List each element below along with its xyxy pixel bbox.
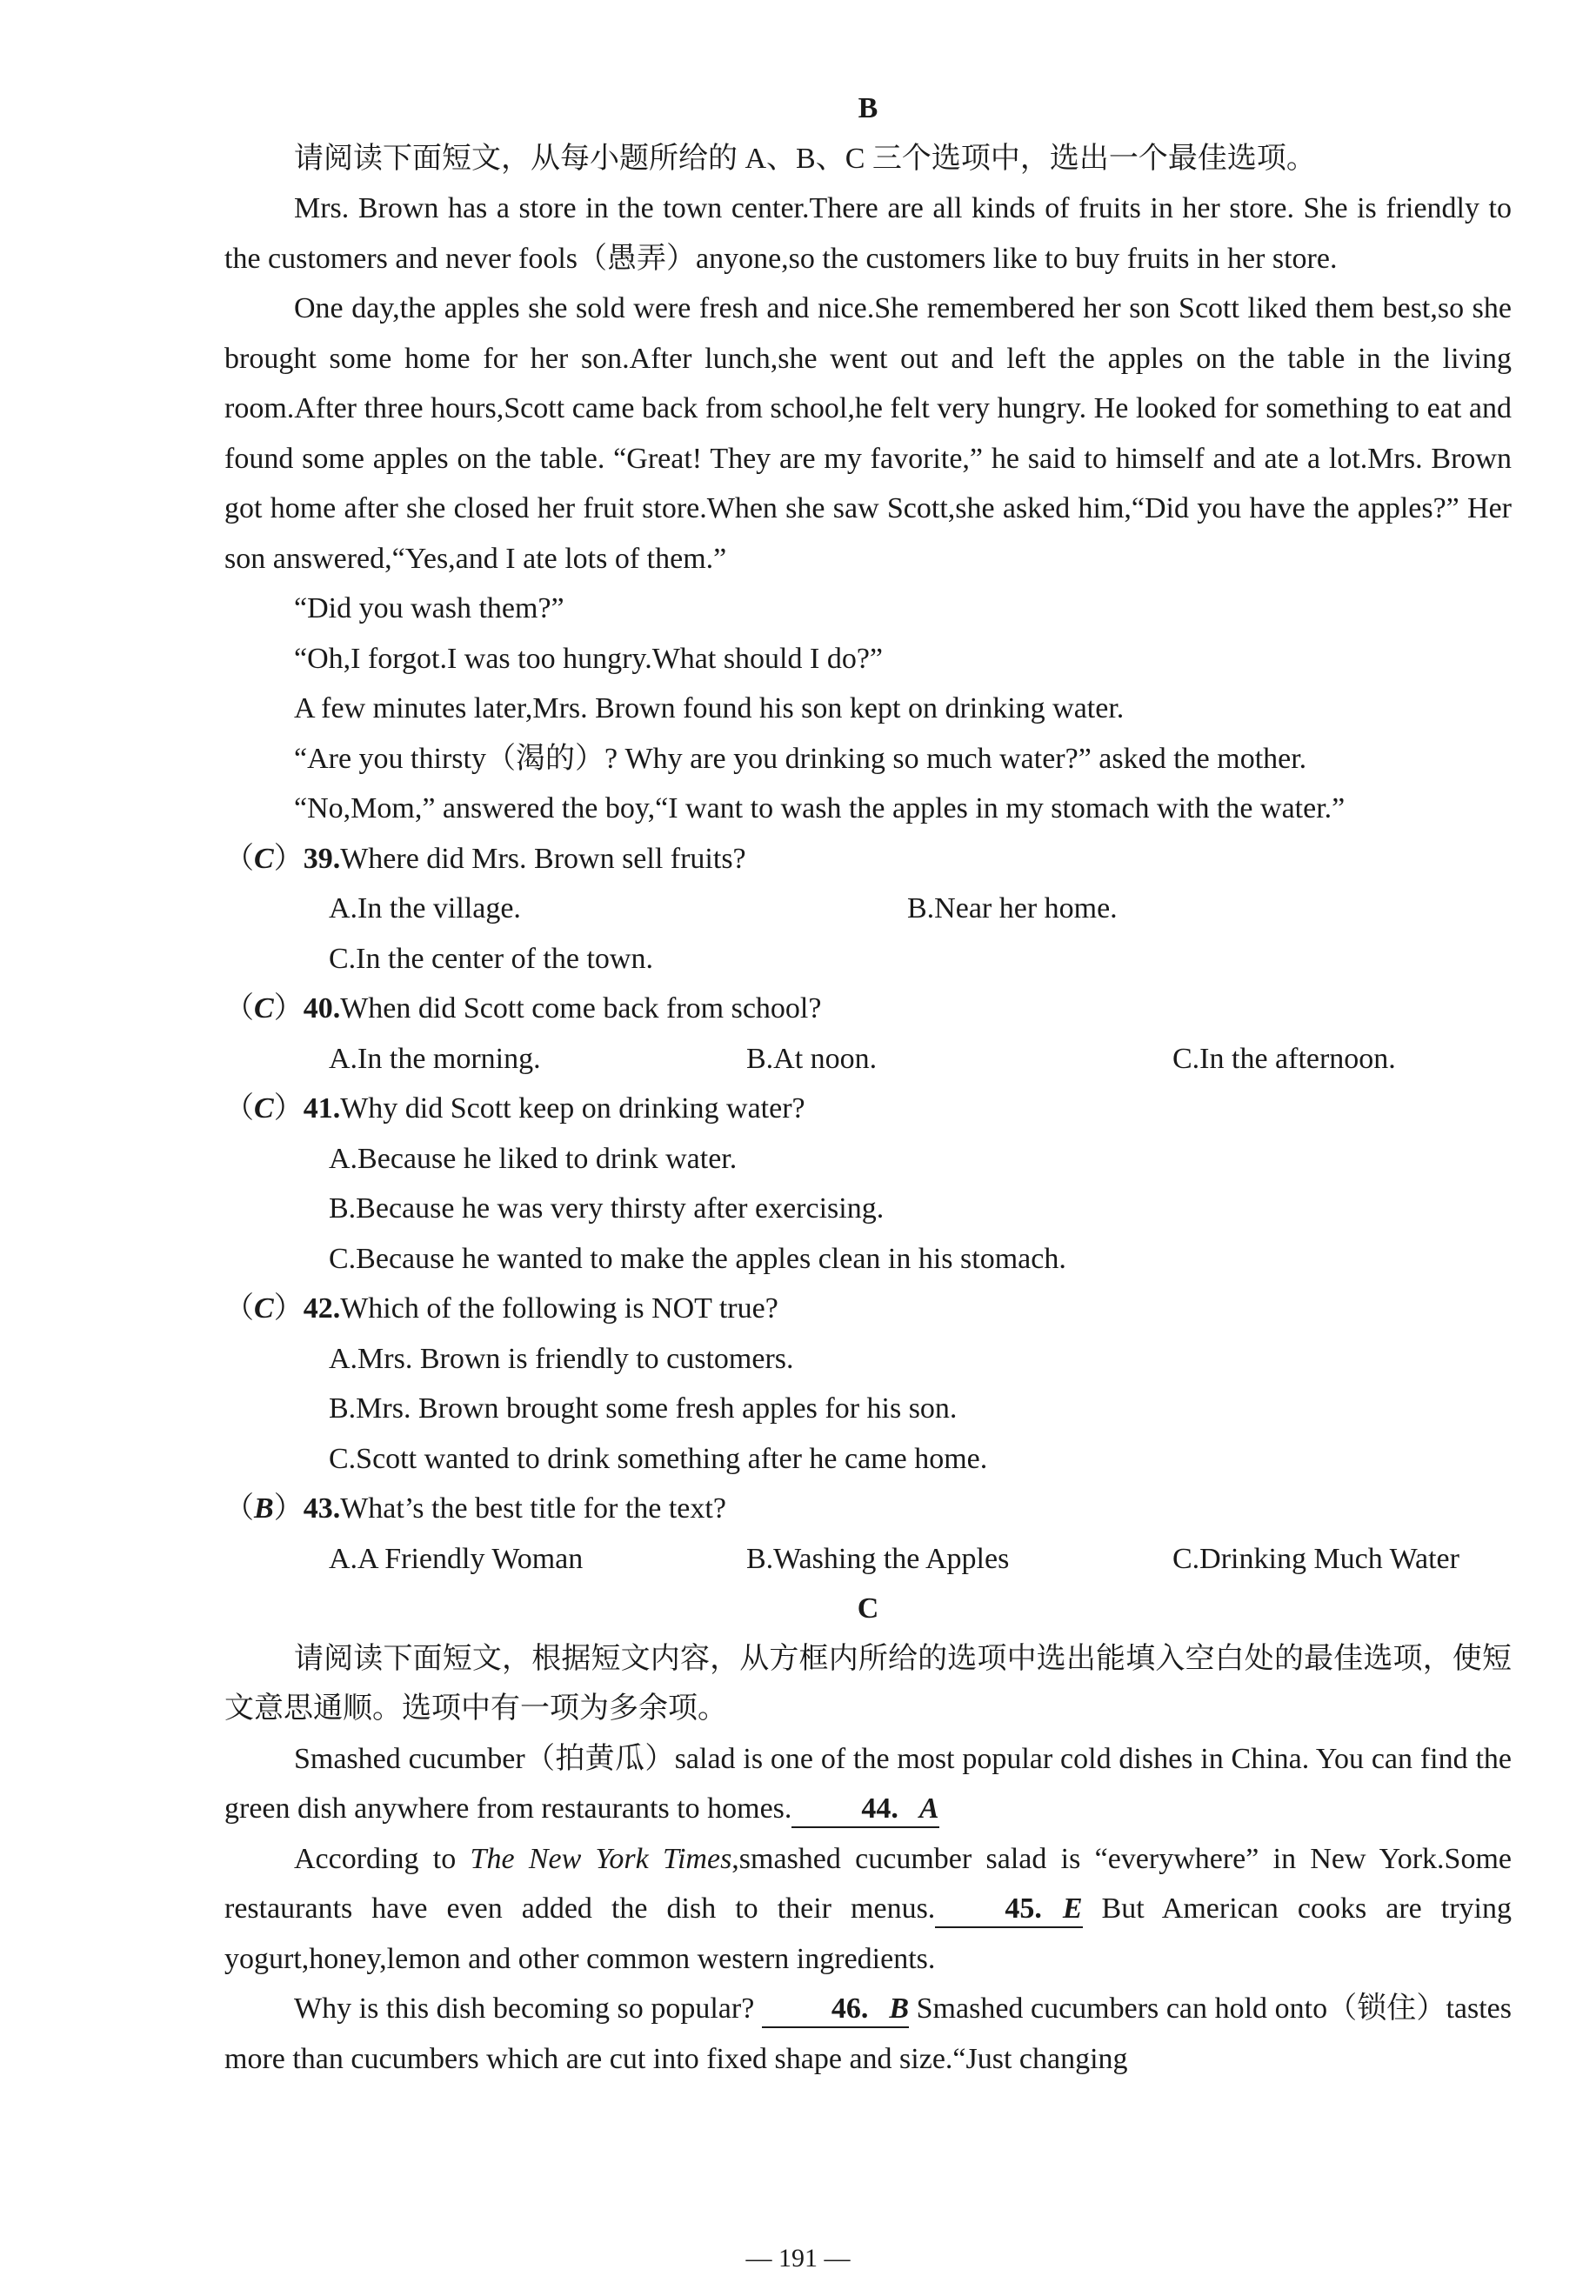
option-b: B.Near her home. (907, 892, 1118, 924)
content-column (224, 83, 1512, 2084)
passage-paragraph (224, 1984, 1512, 2084)
option-a: A.In the village. (329, 892, 521, 924)
passage-paragraph: “Oh,I forgot.I was too hungry.What should I do?” (294, 642, 884, 675)
blank-answer: E (1062, 1892, 1083, 1925)
passage-paragraph (224, 1834, 1512, 1985)
option-c: C.In the center of the town. (329, 942, 653, 975)
section-c-label: C (857, 1592, 879, 1625)
paragraph-text: Smashed cucumber（拍黄瓜）salad is one of the most popular cold dishes in China. You can find the green dish anywhere from restaurants to homes. (224, 1742, 1512, 1825)
question-number: 43. (303, 1492, 341, 1525)
answer-mark: C (254, 1292, 274, 1325)
question-43: （B）43.What’s the best title for the text? (224, 1492, 726, 1525)
options-row (224, 884, 1512, 934)
question-number: 42. (303, 1292, 341, 1325)
question-39: （C）39.Where did Mrs. Brown sell fruits? (224, 842, 746, 875)
question-stem: What’s the best title for the text? (340, 1492, 726, 1525)
option-c: C.Because he wanted to make the apples clean in his stomach. (329, 1242, 1066, 1275)
paragraph-text: Smashed cucumbers can hold onto（锁住）tastes more than cucumbers which are cut into fixed shape and size.“Just changing (224, 1992, 1512, 2075)
answer-mark: C (254, 992, 274, 1025)
option-a: A.Mrs. Brown is friendly to customers. (329, 1342, 794, 1375)
paragraph-text: Why is this dish becoming so popular? (294, 1992, 762, 2025)
option-b: B.Mrs. Brown brought some fresh apples for his son. (329, 1392, 958, 1425)
question-stem: Which of the following is NOT true? (340, 1292, 778, 1325)
blank-number: 46. (831, 1992, 869, 2025)
section-b-instruction: 请阅读下面短文，从每小题所给的 A、B、C 三个选项中，选出一个最佳选项。 (294, 142, 1316, 175)
answer-mark: B (254, 1492, 274, 1525)
blank-answer: B (889, 1992, 910, 2025)
options-row (224, 1534, 1512, 1585)
option-c: C.Drinking Much Water (1172, 1542, 1459, 1575)
question-stem: Why did Scott keep on drinking water? (340, 1092, 805, 1125)
blank-answer: A (918, 1792, 939, 1825)
question-40: （C）40.When did Scott come back from school? (224, 992, 822, 1025)
page-number: — 191 — (745, 2244, 851, 2273)
passage-paragraph (224, 1734, 1512, 1834)
option-c: C.Scott wanted to drink something after he came home. (329, 1442, 988, 1475)
option-b: B.Washing the Apples (746, 1542, 1010, 1575)
question-42: （C）42.Which of the following is NOT true? (224, 1292, 778, 1325)
question-stem: Where did Mrs. Brown sell fruits? (340, 842, 746, 875)
section-c-instruction: 请阅读下面短文，根据短文内容，从方框内所给的选项中选出能填入空白处的最佳选项，使短文意思通顺。选项中有一项为多余项。 (224, 1642, 1512, 1725)
question-number: 40. (303, 992, 341, 1025)
question-41: （C）41.Why did Scott keep on drinking water? (224, 1092, 805, 1125)
paragraph-text: ,smashed cucumber salad is “everywhere” in New York.Some restaurants have even added the dish to their menus. (224, 1842, 1512, 1925)
answer-blank-44 (791, 1792, 938, 1828)
source-title: The New York Times (470, 1842, 732, 1875)
passage-paragraph: Mrs. Brown has a store in the town center.There are all kinds of fruits in her store. She is friendly to the customers and never fools（愚弄）anyone,so the customers like to buy fruits in her store. (224, 192, 1512, 275)
question-number: 41. (303, 1092, 341, 1125)
option-a: A.A Friendly Woman (329, 1542, 584, 1575)
blank-number: 45. (1005, 1892, 1042, 1925)
option-b: B.At noon. (746, 1042, 878, 1075)
passage-paragraph: “Did you wash them?” (294, 592, 564, 624)
passage-paragraph: “No,Mom,” answered the boy,“I want to wash the apples in my stomach with the water.” (294, 792, 1346, 824)
option-a: A.In the morning. (329, 1042, 541, 1075)
option-a: A.Because he liked to drink water. (329, 1142, 738, 1175)
passage-paragraph: “Are you thirsty（渴的）? Why are you drinking so much water?” asked the mother. (294, 742, 1307, 775)
answer-blank-45 (935, 1892, 1082, 1928)
answer-mark: C (254, 842, 274, 875)
options-row (224, 1034, 1512, 1085)
option-b: B.Because he was very thirsty after exercising. (329, 1192, 885, 1225)
paragraph-text: But American cooks are trying yogurt,honey,lemon and other common western ingredients. (224, 1892, 1512, 1975)
question-stem: When did Scott come back from school? (340, 992, 822, 1025)
section-b-label: B (858, 92, 878, 124)
paragraph-text: According to (294, 1842, 471, 1875)
option-c: C.In the afternoon. (1172, 1042, 1396, 1075)
passage-paragraph: A few minutes later,Mrs. Brown found his son kept on drinking water. (294, 692, 1125, 724)
blank-number: 44. (861, 1792, 898, 1825)
passage-paragraph: One day,the apples she sold were fresh and nice.She remembered her son Scott liked them best,so she brought some home for her son.After lunch,she went out and left the apples on the table in the living room.After three hours,Scott came back from school,he felt very hungry. He looked for something to eat and found some apples on the table. “Great! They are my favorite,” he said to himself and ate a lot.Mrs. Brown got home after she closed her fruit store.When she saw Scott,she asked him,“Did you have the apples?” Her son answered,“Yes,and I ate lots of them.” (224, 292, 1512, 575)
answer-blank-46 (762, 1992, 909, 2028)
answer-mark: C (254, 1092, 274, 1125)
question-number: 39. (303, 842, 341, 875)
